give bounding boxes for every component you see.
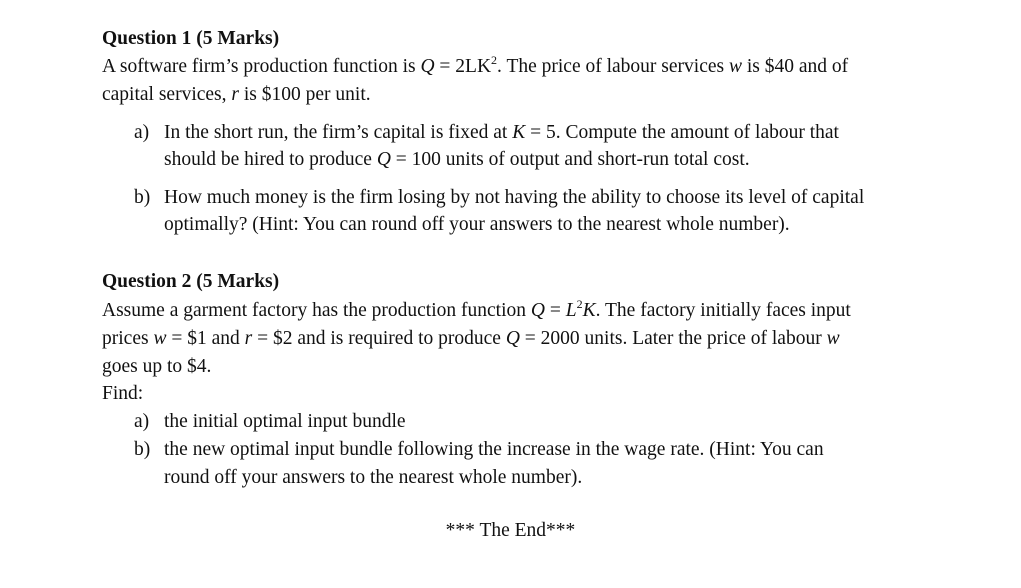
q2-b-label: b) <box>134 439 151 460</box>
q1-a-line-1: In the short run, the firm’s capital is fixed at K = 5. Compute the amount of labour that <box>164 122 839 143</box>
q1-intro-line-2: capital services, r is $100 per unit. <box>102 84 371 105</box>
q2-a-text: the initial optimal input bundle <box>164 411 406 432</box>
q1-a-label: a) <box>134 122 150 143</box>
q1-b-line-1: How much money is the firm losing by not having the ability to choose its level of capital <box>164 187 865 208</box>
q1-b-line-2: optimally? (Hint: You can round off your answers to the nearest whole number). <box>164 214 790 235</box>
q1-b-label: b) <box>134 187 151 208</box>
q1-a-line-2: should be hired to produce Q = 100 units of output and short-run total cost. <box>164 149 750 170</box>
q1-intro-line-1: A software firm’s production function is $Q = 2LK^2$. The price of labour services w is $40 and of <box>102 53 849 77</box>
end-marker: *** The End*** <box>445 520 576 541</box>
q1-heading: Question 1 (5 Marks) <box>102 28 280 49</box>
q2-intro-line-2: prices w = $1 and r = $2 and is required to produce Q = 2000 units. Later the price of labour w <box>102 328 840 349</box>
q2-b-line-1: the new optimal input bundle following the increase in the wage rate. (Hint: You can <box>164 439 824 460</box>
q2-heading: Question 2 (5 Marks) <box>102 271 280 292</box>
q2-b-line-2: round off your answers to the nearest whole number). <box>164 467 583 488</box>
q2-intro-line-1: Assume a garment factory has the production function $Q = L^2K$. The factory initially faces input <box>102 297 851 321</box>
q2-intro-line-3: goes up to $4. <box>102 356 212 377</box>
q2-a-label: a) <box>134 411 150 432</box>
q2-find-label: Find: <box>102 383 144 404</box>
